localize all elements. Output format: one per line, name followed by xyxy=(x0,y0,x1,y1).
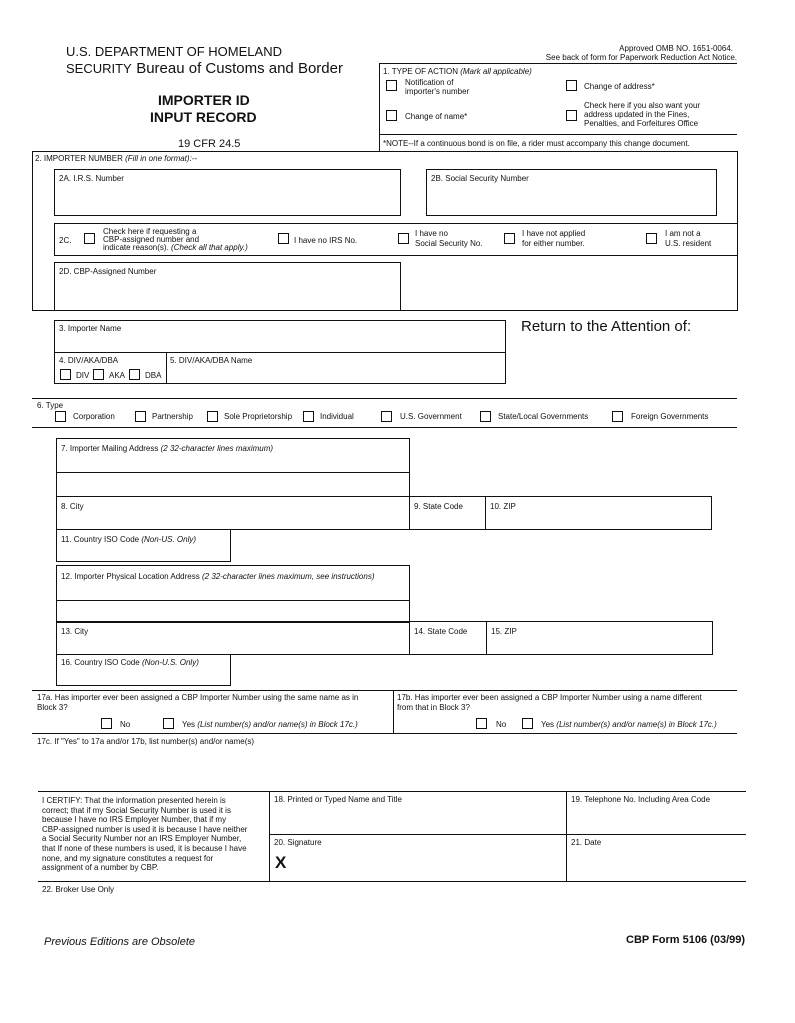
change-address-checkbox[interactable] xyxy=(566,80,577,91)
irs-number-field[interactable] xyxy=(54,169,401,216)
17b-yes-label xyxy=(541,720,717,729)
block2-left-border xyxy=(32,151,33,311)
type-partnership-checkbox[interactable] xyxy=(135,411,146,422)
not-applied-label-line2: for either number. xyxy=(522,239,585,248)
no-ssn-label-line2: Social Security No. xyxy=(415,239,483,248)
request-cbp-line1: Check here if requesting a xyxy=(103,227,197,236)
physical-state-field[interactable] xyxy=(409,621,487,655)
mailing-city-field[interactable] xyxy=(56,496,410,530)
certification-statement xyxy=(42,796,268,873)
notification-checkbox[interactable] xyxy=(386,80,397,91)
fines-office-label-line3: Penalties, and Forfeitures Office xyxy=(584,119,699,128)
div-name-field[interactable] xyxy=(166,352,506,384)
physical-address-field[interactable] xyxy=(56,565,410,623)
17a-yes-note: (List number(s) and/or name(s) in Block 17c.) xyxy=(197,720,358,729)
17a-no-checkbox[interactable] xyxy=(101,718,112,729)
certification-line8: assignment of a number by CBP. xyxy=(42,863,159,873)
block1-left-border xyxy=(379,63,380,151)
17b-no-checkbox[interactable] xyxy=(476,718,487,729)
certification-line5: a Social Security Number nor an IRS Employer Number, xyxy=(42,834,242,844)
mailing-country-label xyxy=(61,535,196,544)
certification-line4: CBP-assigned number is used it is because I have neither xyxy=(42,824,248,834)
broker-use-field[interactable] xyxy=(38,882,746,918)
agency-security-text: SECURITY xyxy=(66,61,132,76)
17a-yes-checkbox[interactable] xyxy=(163,718,174,729)
block17c-label: 17c. If "Yes" to 17a and/or 17b, list number(s) and/or name(s) xyxy=(37,737,255,746)
certification-line2: correct; that if my Social Security Number is used it is xyxy=(42,805,231,815)
form-title-line2: INPUT RECORD xyxy=(150,109,257,125)
physical-zip-field[interactable] xyxy=(486,621,713,655)
previous-editions-note: Previous Editions are Obsolete xyxy=(44,936,196,948)
block2-bottom-border xyxy=(32,310,737,311)
signature-field[interactable] xyxy=(270,835,566,881)
physical-state-label: 14. State Code xyxy=(414,627,468,636)
block6-title: 6. Type xyxy=(37,401,64,410)
physical-country-field[interactable] xyxy=(56,654,231,686)
change-name-label: Change of name* xyxy=(405,112,468,121)
no-ssn-label-line1: I have no xyxy=(415,229,448,238)
physical-city-label: 13. City xyxy=(61,627,89,636)
no-ssn-checkbox[interactable] xyxy=(398,233,409,244)
request-cbp-line3-note: (Check all that apply.) xyxy=(171,243,248,252)
importer-name-label: 3. Importer Name xyxy=(59,324,122,333)
form-number: CBP Form 5106 (03/99) xyxy=(626,934,746,946)
block1-top-border xyxy=(379,63,737,64)
date-label: 21. Date xyxy=(571,838,602,847)
block2c-label: 2C. xyxy=(59,236,72,245)
div-label: DIV xyxy=(76,371,90,380)
fines-office-label-line2: address updated in the Fines, xyxy=(584,110,690,119)
block17b-question-line1: 17b. Has importer ever been assigned a CBP Importer Number using a name different xyxy=(397,693,702,702)
type-partnership-label: Partnership xyxy=(152,412,193,421)
telephone-label: 19. Telephone No. Including Area Code xyxy=(571,795,711,804)
return-attention-heading: Return to the Attention of: xyxy=(521,318,692,335)
aka-label: AKA xyxy=(109,371,126,380)
mailing-state-label: 9. State Code xyxy=(414,502,463,511)
17a-no-label: No xyxy=(120,720,131,729)
block1-title-note: (Mark all applicable) xyxy=(460,67,532,76)
request-cbp-line3-text: indicate reason(s). xyxy=(103,243,169,252)
type-us-government-label: U.S. Government xyxy=(400,412,462,421)
printed-name-label: 18. Printed or Typed Name and Title xyxy=(274,795,402,804)
dba-label: DBA xyxy=(145,371,162,380)
block1-note-divider xyxy=(379,134,737,135)
type-corporation-checkbox[interactable] xyxy=(55,411,66,422)
block1-title xyxy=(383,67,532,76)
aka-checkbox[interactable] xyxy=(93,369,104,380)
17b-yes-checkbox[interactable] xyxy=(522,718,533,729)
type-corporation-label: Corporation xyxy=(73,412,115,421)
physical-country-label xyxy=(61,658,199,667)
17a-yes-label-text: Yes xyxy=(182,720,196,729)
no-irs-label: I have no IRS No. xyxy=(294,236,358,245)
physical-address-line-divider xyxy=(56,600,410,601)
notification-label-line2: importer's number xyxy=(405,87,470,96)
block17c-field[interactable] xyxy=(32,734,737,789)
certification-line3: because I have no IRS Employer Number, that if my xyxy=(42,815,227,825)
17b-no-label: No xyxy=(496,720,507,729)
importer-name-field[interactable] xyxy=(54,320,506,353)
block2-top-border xyxy=(32,151,737,152)
type-sole-proprietorship-label: Sole Proprietorship xyxy=(224,412,293,421)
ssn-label: 2B. Social Security Number xyxy=(431,174,529,183)
form-title-line1: IMPORTER ID xyxy=(158,92,250,108)
notification-label-line1: Notification of xyxy=(405,78,454,87)
type-us-government-checkbox[interactable] xyxy=(381,411,392,422)
agency-bureau-text: Bureau of Customs and Border xyxy=(136,60,343,77)
mailing-address-note: (2 32-character lines maximum) xyxy=(160,444,274,453)
block17a-question-line1: 17a. Has importer ever been assigned a CBP Importer Number using the same name as in xyxy=(37,693,359,702)
change-name-checkbox[interactable] xyxy=(386,110,397,121)
17a-yes-label xyxy=(182,720,358,729)
not-resident-checkbox[interactable] xyxy=(646,233,657,244)
not-resident-label-line2: U.S. resident xyxy=(665,239,712,248)
irs-number-label: 2A. I.R.S. Number xyxy=(59,174,124,183)
fines-office-checkbox[interactable] xyxy=(566,110,577,121)
date-field[interactable] xyxy=(567,835,746,881)
block1-note: *NOTE--If a continuous bond is on file, a rider must accompany this change document. xyxy=(383,139,690,148)
change-address-label: Change of address* xyxy=(584,82,655,91)
certification-line6: that If none of these numbers is used, it is because I have xyxy=(42,843,247,853)
physical-address-label-text: 12. Importer Physical Location Address xyxy=(61,572,200,581)
telephone-field[interactable] xyxy=(567,792,746,834)
mailing-address-label-text: 7. Importer Mailing Address xyxy=(61,444,159,453)
mailing-city-label: 8. City xyxy=(61,502,84,511)
certification-line1: I CERTIFY: That the information presented herein is xyxy=(42,796,226,805)
type-state-local-checkbox[interactable] xyxy=(480,411,491,422)
mailing-section-top-border xyxy=(32,427,737,428)
mailing-country-field[interactable] xyxy=(56,529,231,562)
div-checkbox[interactable] xyxy=(60,369,71,380)
block17-divider xyxy=(393,690,394,733)
mailing-zip-field[interactable] xyxy=(485,496,712,530)
physical-city-field[interactable] xyxy=(56,621,410,655)
physical-address-label xyxy=(61,572,375,581)
certification-line7: none, and my signature constitutes a request for xyxy=(42,853,214,863)
type-state-local-label: State/Local Governments xyxy=(498,412,589,421)
not-applied-label-line1: I have not applied xyxy=(522,229,586,238)
mailing-country-label-text: 11. Country ISO Code xyxy=(61,535,140,544)
mailing-zip-label: 10. ZIP xyxy=(490,502,516,511)
17b-yes-label-text: Yes xyxy=(541,720,555,729)
block2-right-border xyxy=(737,151,738,311)
physical-country-label-text: 16. Country ISO Code xyxy=(61,658,140,667)
type-sole-proprietorship-checkbox[interactable] xyxy=(207,411,218,422)
cbp-assigned-number-label: 2D. CBP-Assigned Number xyxy=(59,267,157,276)
block2-title-text: 2. IMPORTER NUMBER xyxy=(35,154,123,163)
physical-address-note: (2 32-character lines maximum, see instructions) xyxy=(201,572,375,581)
agency-name-line2 xyxy=(66,60,343,78)
fines-office-label-line1: Check here if you also want your xyxy=(584,101,701,110)
no-irs-checkbox[interactable] xyxy=(278,233,289,244)
cbp-assigned-number-field[interactable] xyxy=(54,262,401,311)
request-cbp-line2: CBP-assigned number and xyxy=(103,235,200,244)
physical-country-note: (Non-U.S. Only) xyxy=(141,658,199,667)
block17b-question-line2: from that in Block 3? xyxy=(397,703,470,712)
type-foreign-label: Foreign Governments xyxy=(631,412,709,421)
printed-name-field[interactable] xyxy=(270,792,566,834)
request-cbp-number-checkbox[interactable] xyxy=(84,233,95,244)
ssn-field[interactable] xyxy=(426,169,717,216)
signature-label: 20. Signature xyxy=(274,838,322,847)
block2-title xyxy=(35,154,197,163)
mailing-address-line-divider xyxy=(56,472,410,473)
agency-name-line1: U.S. DEPARTMENT OF HOMELAND xyxy=(66,44,282,59)
mailing-address-field[interactable] xyxy=(56,438,410,497)
physical-zip-label: 15. ZIP xyxy=(491,627,517,636)
block1-title-text: 1. TYPE OF ACTION xyxy=(383,67,458,76)
type-individual-label: Individual xyxy=(320,412,354,421)
mailing-state-field[interactable] xyxy=(409,496,486,530)
type-individual-checkbox[interactable] xyxy=(303,411,314,422)
mailing-address-label xyxy=(61,444,273,453)
block17-top-border xyxy=(32,690,737,691)
request-cbp-line3 xyxy=(103,243,248,252)
type-foreign-checkbox[interactable] xyxy=(612,411,623,422)
omb-note: See back of form for Paperwork Reduction Act Notice. xyxy=(545,53,737,62)
not-applied-checkbox[interactable] xyxy=(504,233,515,244)
17b-yes-note: (List number(s) and/or name(s) in Block 17c.) xyxy=(556,720,717,729)
signature-x-mark: X xyxy=(275,853,287,872)
cfr-reference: 19 CFR 24.5 xyxy=(178,138,241,150)
not-resident-label-line1: I am not a xyxy=(665,229,701,238)
block6-top-border xyxy=(32,398,737,399)
div-aka-dba-label: 4. DIV/AKA/DBA xyxy=(59,356,119,365)
mailing-country-note: (Non-US. Only) xyxy=(141,535,197,544)
omb-approval: Approved OMB NO. 1651-0064. xyxy=(619,44,733,53)
block2-title-note: (Fill in one format):-- xyxy=(125,154,198,163)
block17a-question-line2: Block 3? xyxy=(37,703,68,712)
broker-use-label: 22. Broker Use Only xyxy=(42,885,115,894)
dba-checkbox[interactable] xyxy=(129,369,140,380)
div-name-label: 5. DIV/AKA/DBA Name xyxy=(170,356,253,365)
